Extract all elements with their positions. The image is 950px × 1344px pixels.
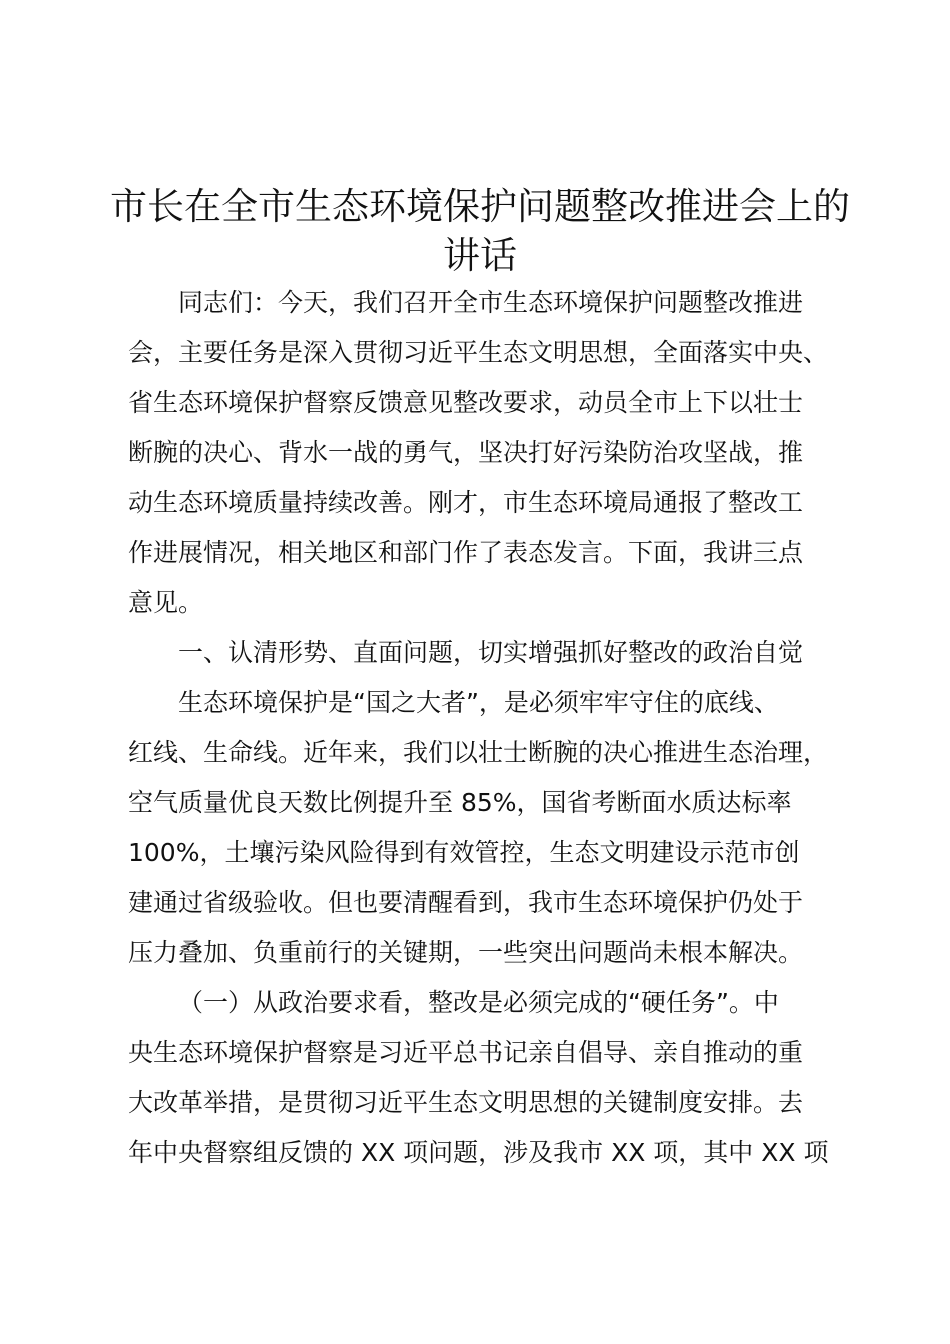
paragraph-line: 红线、生命线。近年来，我们以壮士断腕的决心推进生态治理， <box>128 738 829 767</box>
paragraph-line: 央生态环境保护督察是习近平总书记亲自倡导、亲自推动的重 <box>128 1038 804 1067</box>
paragraph-line: 100%，土壤污染风险得到有效管控，生态文明建设示范市创 <box>128 838 800 867</box>
paragraph-line: 动生态环境质量持续改善。刚才，市生态环境局通报了整改工 <box>128 488 804 517</box>
paragraph-line: 压力叠加、负重前行的关键期，一些突出问题尚未根本解决。 <box>128 938 804 967</box>
paragraph-line: 年中央督察组反馈的 XX 项问题，涉及我市 XX 项，其中 XX 项 <box>128 1138 829 1167</box>
paragraph-line: 空气质量优良天数比例提升至 85%，国省考断面水质达标率 <box>128 788 792 817</box>
section-heading: 一、认清形势、直面问题，切实增强抓好整改的政治自觉 <box>178 638 804 667</box>
paragraph-line: 大改革举措，是贯彻习近平生态文明思想的关键制度安排。去 <box>128 1088 804 1117</box>
document-title-line-2: 讲话 <box>443 234 517 277</box>
paragraph-line: 省生态环境保护督察反馈意见整改要求，动员全市上下以壮士 <box>128 388 804 417</box>
document-title-line-1: 市长在全市生态环境保护问题整改推进会上的 <box>110 185 850 228</box>
subsection-line: （一）从政治要求看，整改是必须完成的“硬任务”。中 <box>178 988 779 1017</box>
paragraph-line: 会，主要任务是深入贯彻习近平生态文明思想，全面落实中央、 <box>128 338 829 367</box>
paragraph-line: 同志们：今天，我们召开全市生态环境保护问题整改推进 <box>178 288 804 317</box>
paragraph-line: 断腕的决心、背水一战的勇气，坚决打好污染防治攻坚战，推 <box>128 438 804 467</box>
paragraph-line: 作进展情况，相关地区和部门作了表态发言。下面，我讲三点 <box>128 538 804 567</box>
paragraph-line: 生态环境保护是“国之大者”，是必须牢牢守住的底线、 <box>178 688 779 717</box>
paragraph-line: 建通过省级验收。但也要清醒看到，我市生态环境保护仍处于 <box>128 888 804 917</box>
paragraph-line: 意见。 <box>128 588 204 617</box>
